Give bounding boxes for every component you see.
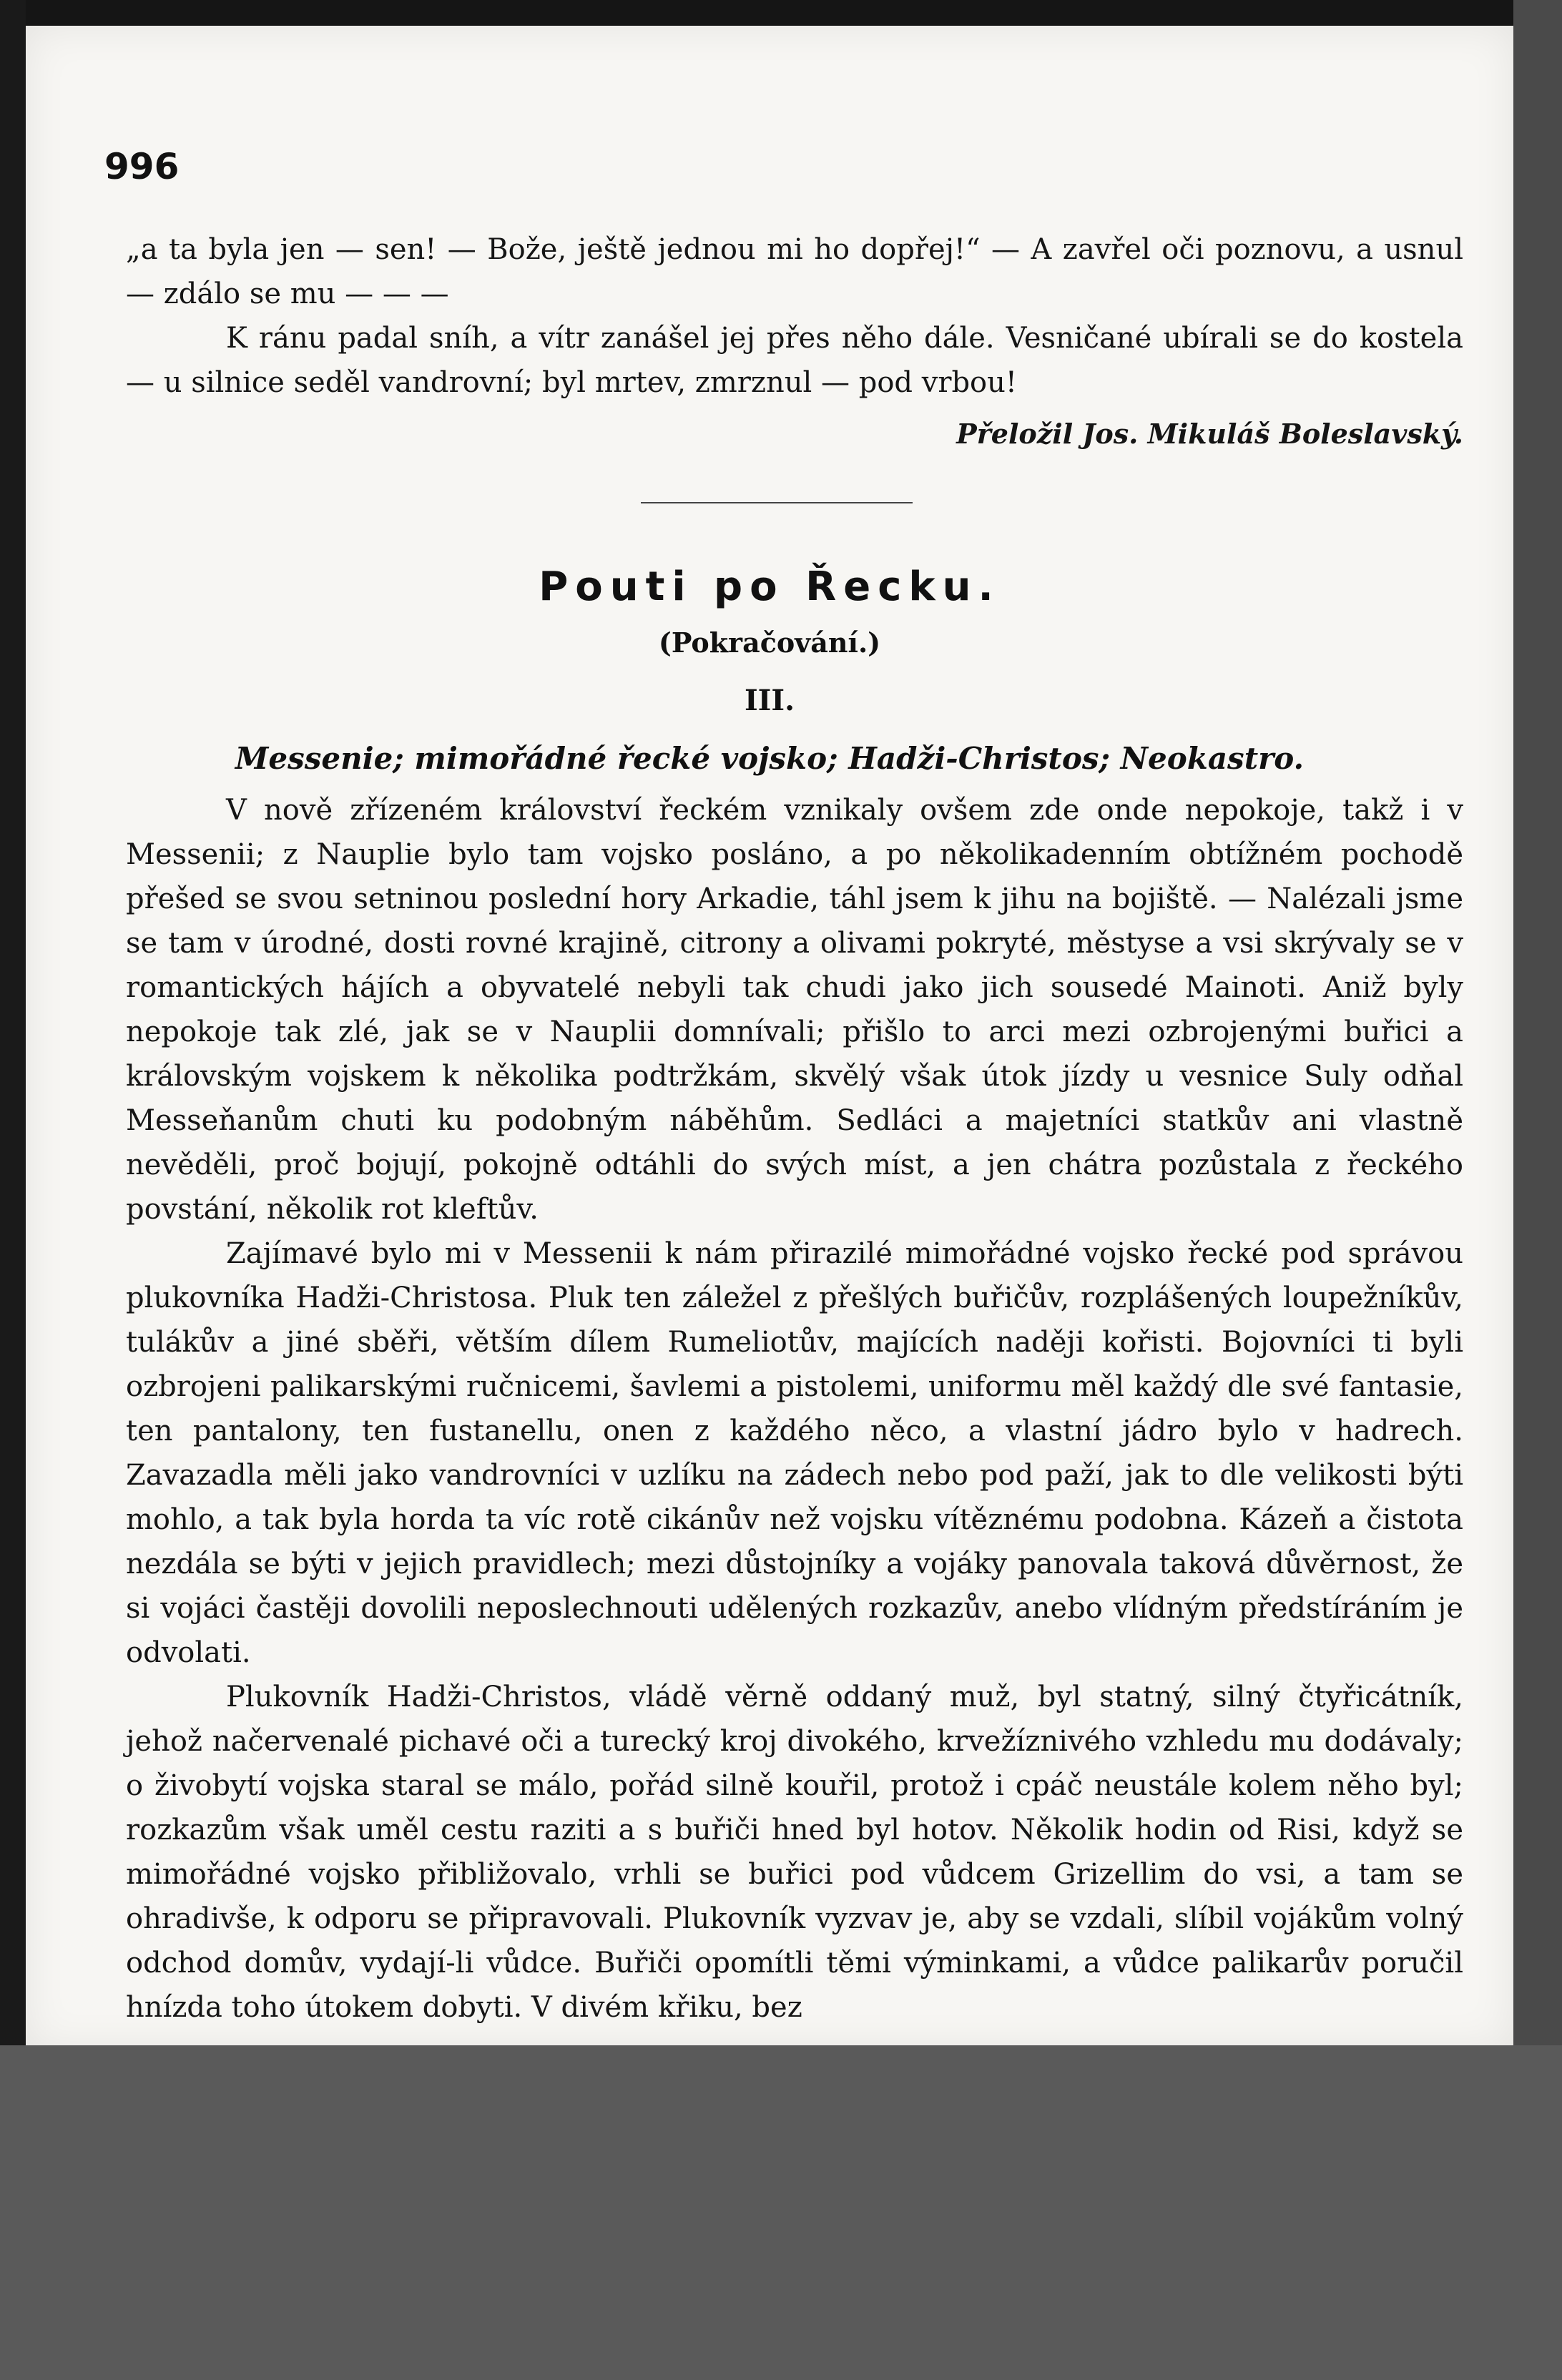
article-title: Pouti po Řecku. [539, 564, 1001, 610]
opening-paragraph: „a ta byla jen — sen! — Bože, ještě jednou mi ho dopřej!“ — A zavřel oči poznovu, a usnul — zdálo se mu — — — [126, 233, 1463, 310]
opening-paragraph: K ránu padal sníh, a vítr zanášel jej přes něho dále. Vesničané ubírali se do kostela — u silnice seděl vandrovní; byl mrtev, zmrznul — pod vrbou! [126, 322, 1463, 399]
book-page [26, 26, 1513, 2050]
page-number: 996 [104, 146, 180, 187]
section-heading: Messenie; mimořádné řecké vojsko; Hadži-Christos; Neokastro. [235, 741, 1305, 776]
article-body [126, 788, 1463, 2030]
chapter-number: III. [744, 684, 795, 717]
scan-left-border [0, 0, 26, 2045]
scan-bottom-border [0, 2045, 1562, 2380]
article-paragraph: Plukovník Hadži-Christos, vládě věrně oddaný muž, byl statný, silný čtyřicátník, jehož načervenalé pichavé oči a turecký kroj divokého, krvežíznivého vzhledu mu dodávaly; o živobytí vojska staral se málo, pořád silně kouřil, protož i cpáč neustále kolem něho byl; rozkazům však uměl cestu raziti a s buřiči hned byl hotov. Několik hodin od Risi, když se mimořádné vojsko přibližovalo, vrhli se buřici pod vůdcem Grizellim do vsi, a tam se ohradivše, k odporu se připravovali. Plukovník vyzvav je, aby se vzdali, slíbil vojákům volný odchod domův, vydají-li vůdce. Buřiči opomítli těmi výminkami, a vůdce palikarův poručil hnízda toho útokem dobyti. V divém křiku, bez [126, 1681, 1463, 2024]
signature-line [126, 412, 1463, 455]
opening-text-block [126, 227, 1463, 405]
continuation-note: (Pokračování.) [658, 626, 881, 659]
article-paragraph: Zajímavé bylo mi v Messenii k nám přirazilé mimořádné vojsko řecké pod správou plukovníka Hadži-Christosa. Pluk ten záležel z přešlých buřičův, rozplášených loupežníkův, tulákův a jiné sběři, větším dílem Rumeliotův, majících naději kořisti. Bojovníci ti byli ozbrojeni palikarskými ručnicemi, šavlemi a pistolemi, uniformu měl každý dle své fantasie, ten pantalony, ten fustanellu, onen z každého něco, a vlastní jádro bylo v hadrech. Zavazadla měli jako vandrovníci v uzlíku na zádech nebo pod paží, jak to dle velikosti býti mohlo, a tak byla horda ta víc rotě cikánův než vojsku vítěznému podobna. Kázeň a čistota nezdála se býti v jejich pravidlech; mezi důstojníky a vojáky panovala taková důvěrnost, že si vojáci častěji dovolili neposlechnouti udělených rozkazův, anebo vlídným předstíráním je odvolati. [126, 1237, 1463, 1669]
translator-signature: Přeložil Jos. Mikuláš Boleslavský. [956, 418, 1463, 450]
scan-top-border [0, 0, 1562, 29]
scan-right-border [1513, 0, 1562, 2045]
separator-ornament [641, 502, 913, 554]
article-paragraph: V nově zřízeném království řeckém vznikaly ovšem zde onde nepokoje, takž i v Messenii; z Nauplie bylo tam vojsko posláno, a po několikadenním obtížném pochodě přešed se svou setninou poslední hory Arkadie, táhl jsem k jihu na bojiště. — Nalézali jsme se tam v úrodné, dosti rovné krajině, citrony a olivami pokryté, městyse a vsi skrývaly se v romantických hájích a obyvatelé nebyli tak chudi jako jich sousedé Mainoti. Aniž byly nepokoje tak zlé, jak se v Nauplii domnívali; přišlo to arci mezi ozbrojenými buřici a královským vojskem k několika podtržkám, skvělý však útok jízdy u vesnice Suly odňal Messeňanům chuti ku podobným náběhům. Sedláci a majetníci statkův ani vlastně nevěděli, proč bojují, pokojně odtáhli do svých míst, a jen chátra pozůstala z řeckého povstání, několik rot kleftův. [126, 794, 1463, 1226]
